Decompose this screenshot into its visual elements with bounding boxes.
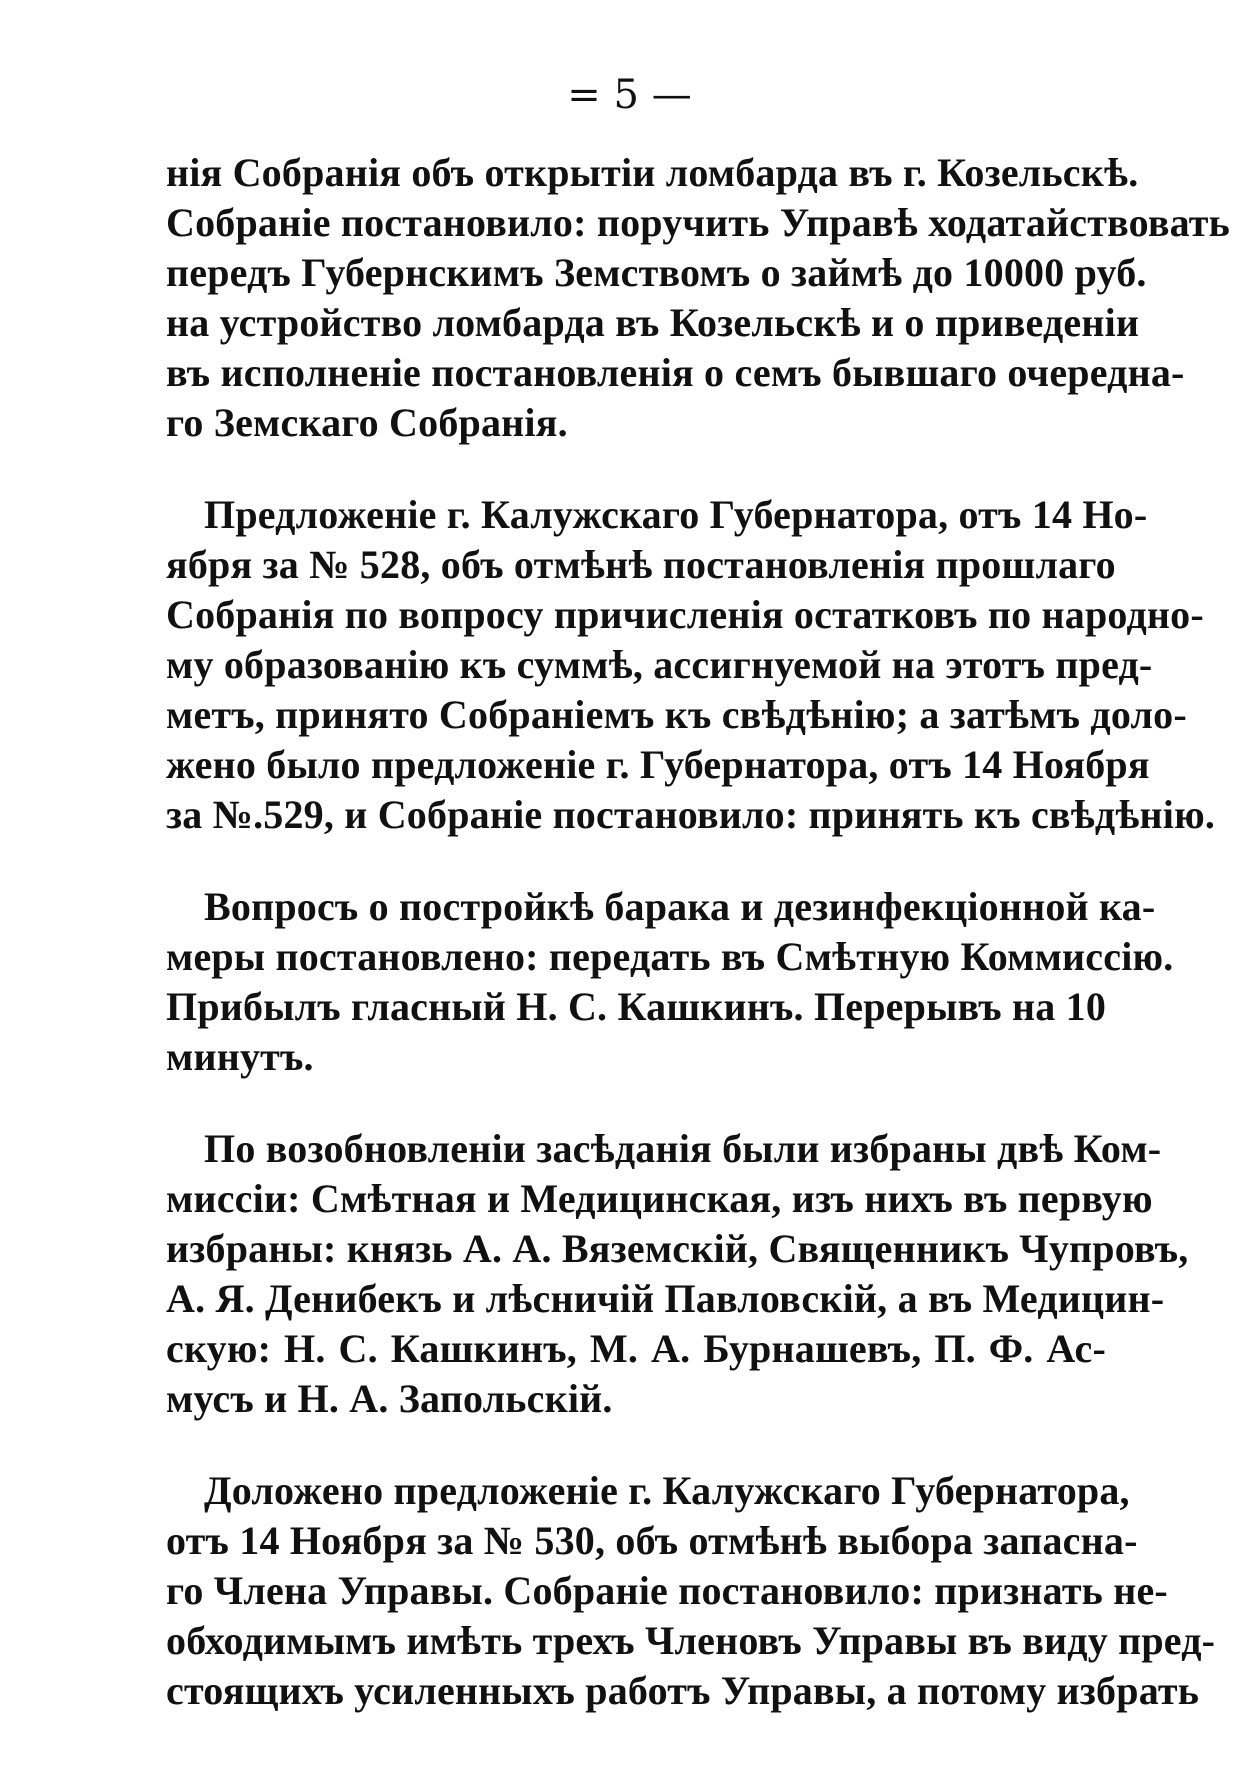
text-line: Собраніе постановило: поручить Управѣ ходатайствовать <box>166 200 1230 245</box>
text-line: А. Я. Денибекъ и лѣсничій Павловскій, а въ Медицин- <box>166 1276 1165 1321</box>
text-line: меры постановлено: передать въ Смѣтную Коммиссію. <box>166 934 1174 979</box>
text-line: за №.529, и Собраніе постановило: принять къ свѣдѣнію. <box>166 792 1216 837</box>
text-line: Собранія по вопросу причисленія остатковъ по народно- <box>166 592 1204 637</box>
text-line: му образованію къ суммѣ, ассигнуемой на этотъ пред- <box>166 642 1153 687</box>
text-body <box>166 148 1230 1716</box>
paragraph-gap <box>166 448 1106 490</box>
text-line: скую: Н. С. Кашкинъ, М. А. Бурнашевъ, П. Ф. Ас- <box>166 1326 1106 1371</box>
text-line: го Земскаго Собранія. <box>166 400 568 445</box>
text-line: жено было предложеніе г. Губернатора, отъ 14 Ноября <box>166 742 1150 787</box>
text-line: въ исполненіе постановленія о семъ бывшаго очередна- <box>166 350 1185 395</box>
text-line: минутъ. <box>166 1034 314 1079</box>
paragraph-4 <box>166 1124 1189 1424</box>
text-line: метъ, принято Собраніемъ къ свѣдѣнію; а затѣмъ доло- <box>166 692 1187 737</box>
text-line: миссіи: Смѣтная и Медицинская, изъ нихъ въ первую <box>166 1176 1153 1221</box>
paragraph-2 <box>166 490 1216 840</box>
text-line: Вопросъ о постройкѣ барака и дезинфекціонной ка- <box>204 884 1156 929</box>
paragraph-5 <box>166 1466 1216 1716</box>
text-line: Предложеніе г. Калужскаго Губернатора, отъ 14 Но- <box>204 492 1148 537</box>
text-line: ября за № 528, объ отмѣнѣ постановленія прошлаго <box>166 542 1116 587</box>
paragraph-gap <box>166 840 1106 882</box>
text-line: на устройство ломбарда въ Козельскѣ и о приведеніи <box>166 300 1140 345</box>
text-line: передъ Губернскимъ Земствомъ о займѣ до 10000 руб. <box>166 250 1147 295</box>
text-line: мусъ и Н. А. Запольскій. <box>166 1376 613 1421</box>
paragraph-gap <box>166 1082 1106 1124</box>
text-line: обходимымъ имѣть трехъ Членовъ Управы въ виду пред- <box>166 1618 1216 1663</box>
text-line: избраны: князь А. А. Вяземскій, Священникъ Чупровъ, <box>166 1226 1189 1271</box>
text-line: Прибылъ гласный Н. С. Кашкинъ. Перерывъ на 10 <box>166 984 1107 1029</box>
text-line: стоящихъ усиленныхъ работъ Управы, а потому избрать <box>166 1668 1200 1713</box>
text-line: отъ 14 Ноября за № 530, объ отмѣнѣ выбора запасна- <box>166 1518 1138 1563</box>
text-line: Доложено предложеніе г. Калужскаго Губернатора, <box>204 1468 1130 1513</box>
paragraph-3 <box>166 882 1174 1082</box>
text-line: нія Собранія объ открытіи ломбарда въ г. Козельскѣ. <box>166 150 1139 195</box>
paragraph-1 <box>166 148 1230 448</box>
text-line: го Члена Управы. Собраніе постановило: признать не- <box>166 1568 1168 1613</box>
text-line: По возобновленіи засѣданія были избраны двѣ Ком- <box>204 1126 1162 1171</box>
page-number: = 5 — <box>567 72 692 118</box>
paragraph-gap <box>166 1424 1106 1466</box>
